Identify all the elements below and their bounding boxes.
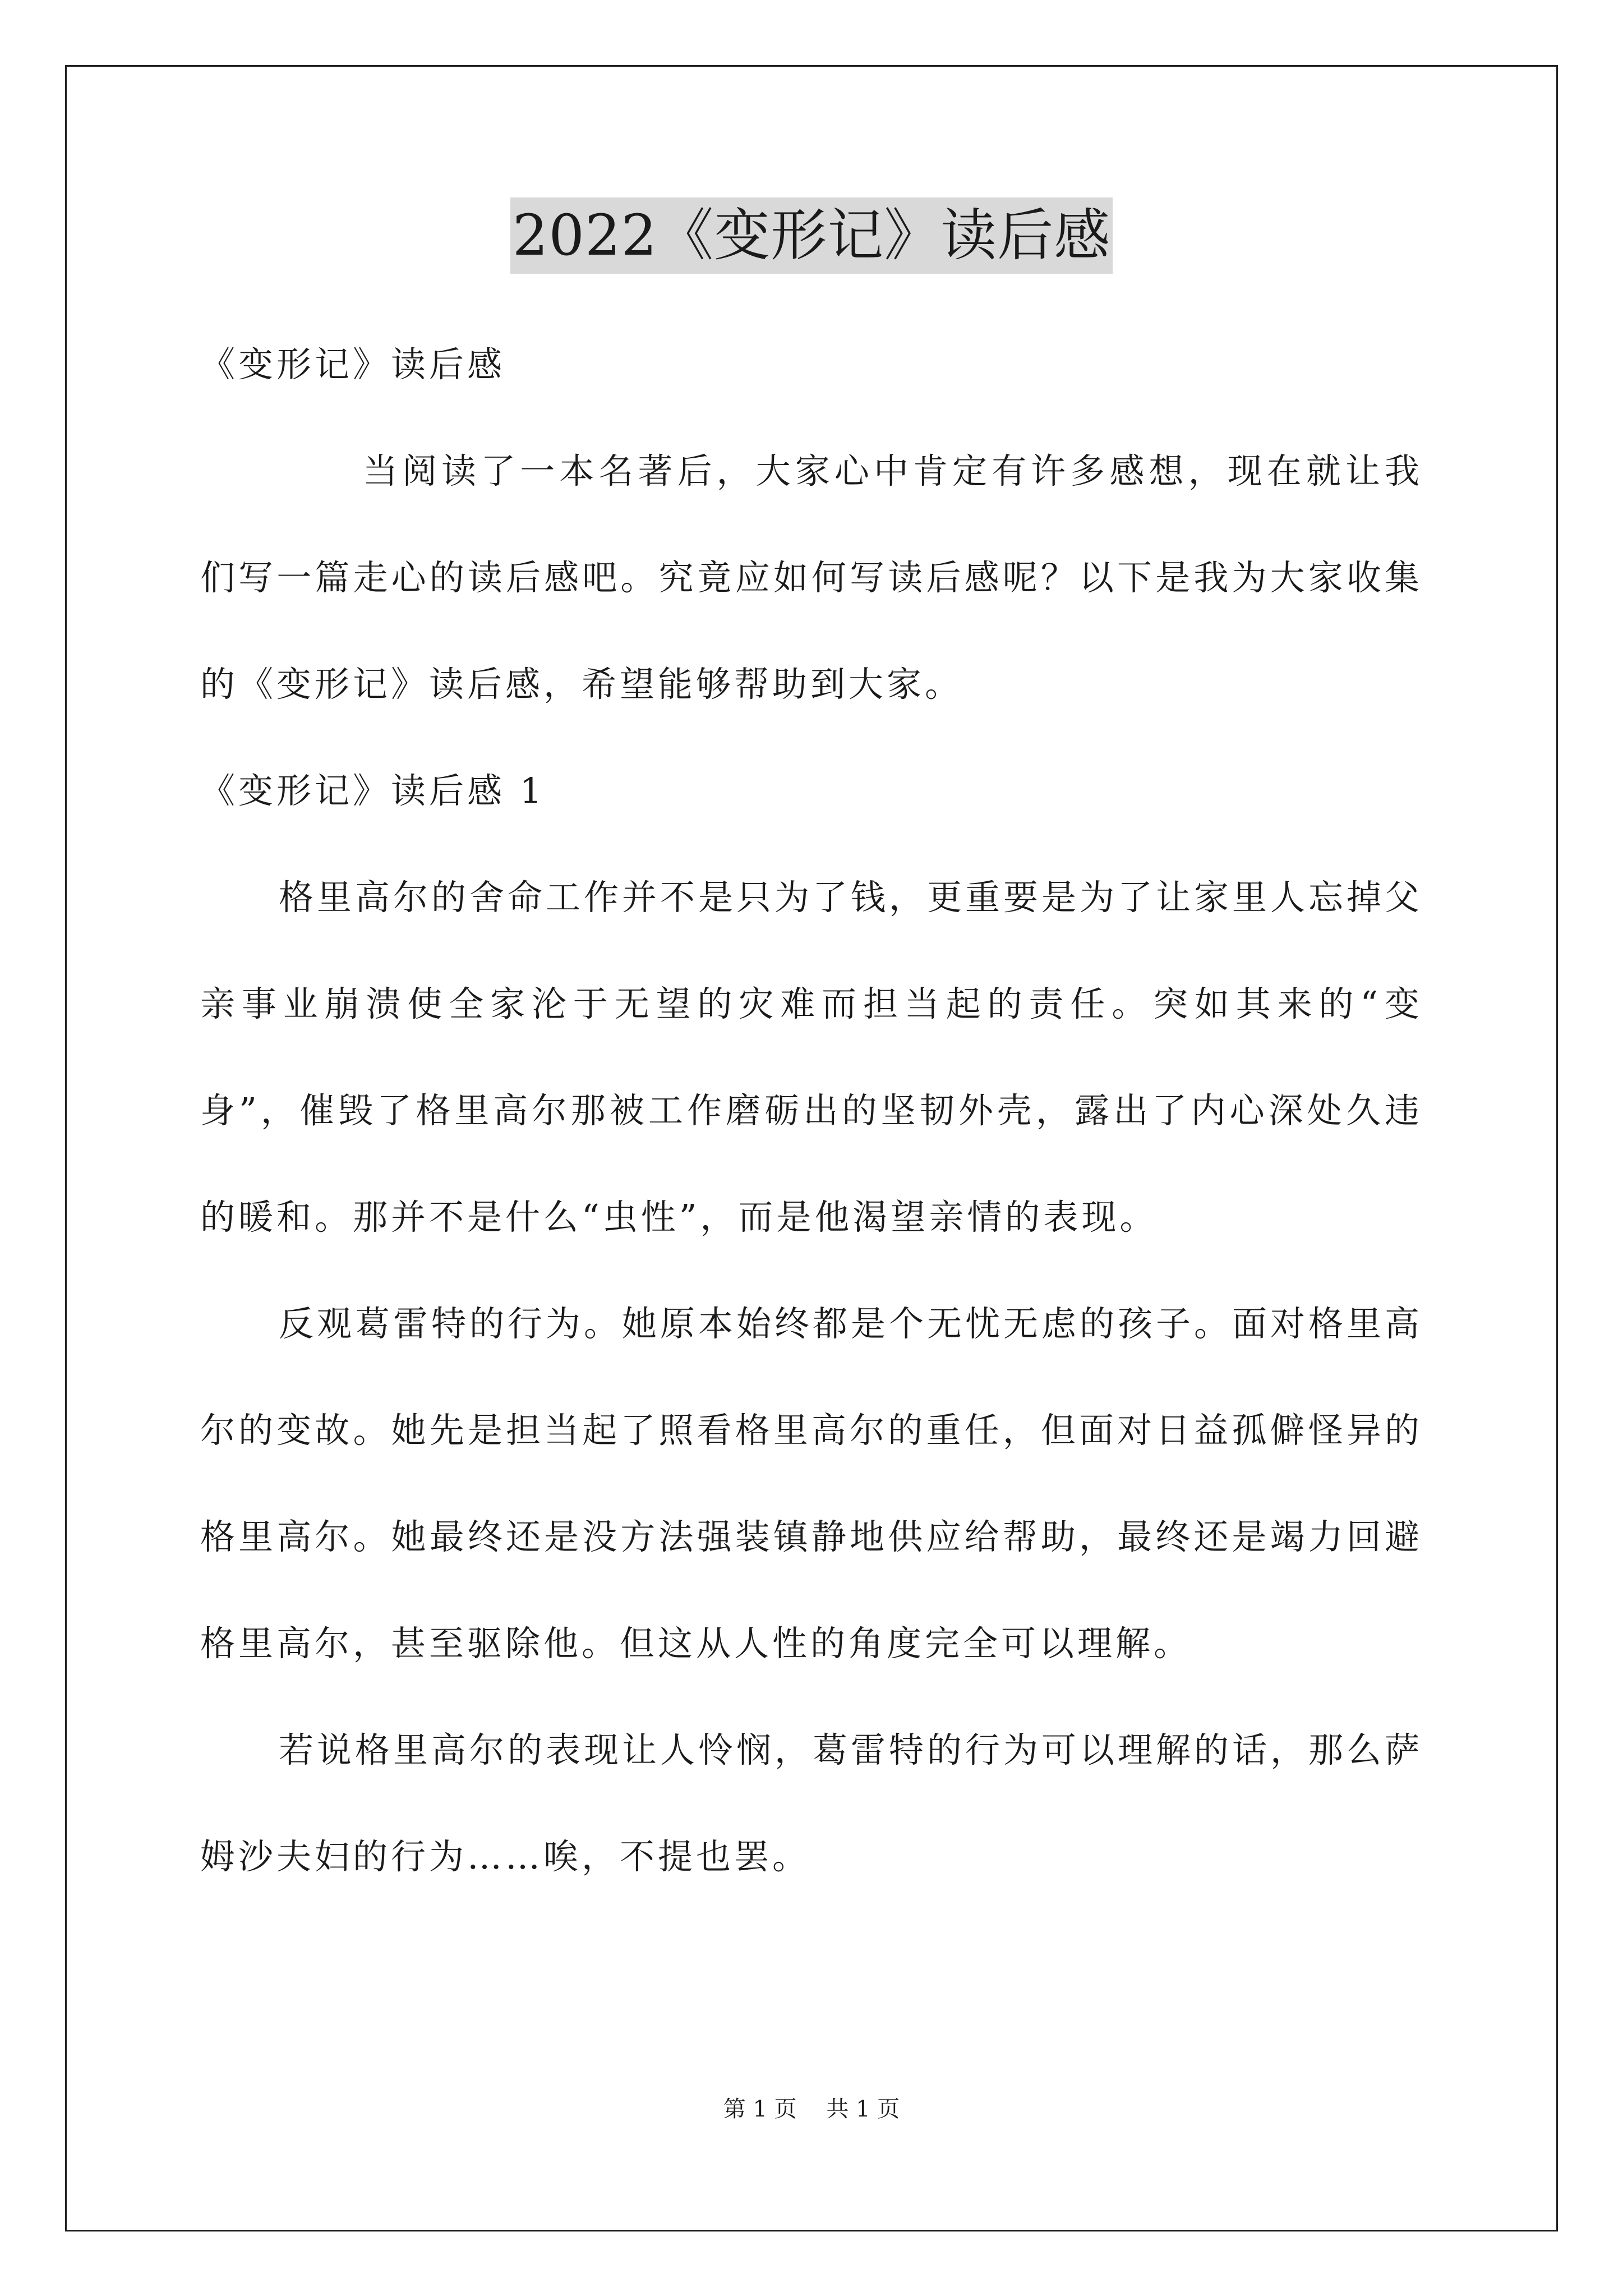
section-heading: 《变形记》读后感 1 [200,770,546,811]
intro-paragraph: 当阅读了一本名著后，大家心中肯定有许多感想，现在就让我们写一篇走心的读后感吧。究竟应如何写读后感呢？以下是我为大家收集的《变形记》读后感，希望能够帮助到大家。 [200,450,1423,705]
body-paragraph-1: 格里高尔的舍命工作并不是只为了钱，更重要是为了让家里人忘掉父亲事业崩溃使全家沦于无望的灾难而担当起的责任。突如其来的“变身”，催毁了格里高尔那被工作磨砺出的坚韧外壳，露出了内心深处久违的暖和。那并不是什么“虫性”，而是他渴望亲情的表现。 [200,877,1423,1237]
body-paragraph-2: 反观葛雷特的行为。她原本始终都是个无忧无虑的孩子。面对格里高尔的变故。她先是担当起了照看格里高尔的重任，但面对日益孤僻怪异的格里高尔。她最终还是没方法强装镇静地供应给帮助，最终还是竭力回避格里高尔，甚至驱除他。但这从人性的角度完全可以理解。 [200,1303,1423,1664]
body-paragraph-3: 若说格里高尔的表现让人怜悯，葛雷特的行为可以理解的话，那么萨姆沙夫妇的行为……唉，不提也罢。 [200,1729,1423,1877]
page-number: 第 1 页 [723,2096,797,2122]
page-total: 共 1 页 [826,2096,900,2122]
subtitle: 《变形记》读后感 [200,344,506,385]
document-title: 2022《变形记》读后感 [510,197,1113,274]
title-container [0,197,1623,274]
page-footer [0,2092,1623,2126]
document-body [200,311,1423,1910]
